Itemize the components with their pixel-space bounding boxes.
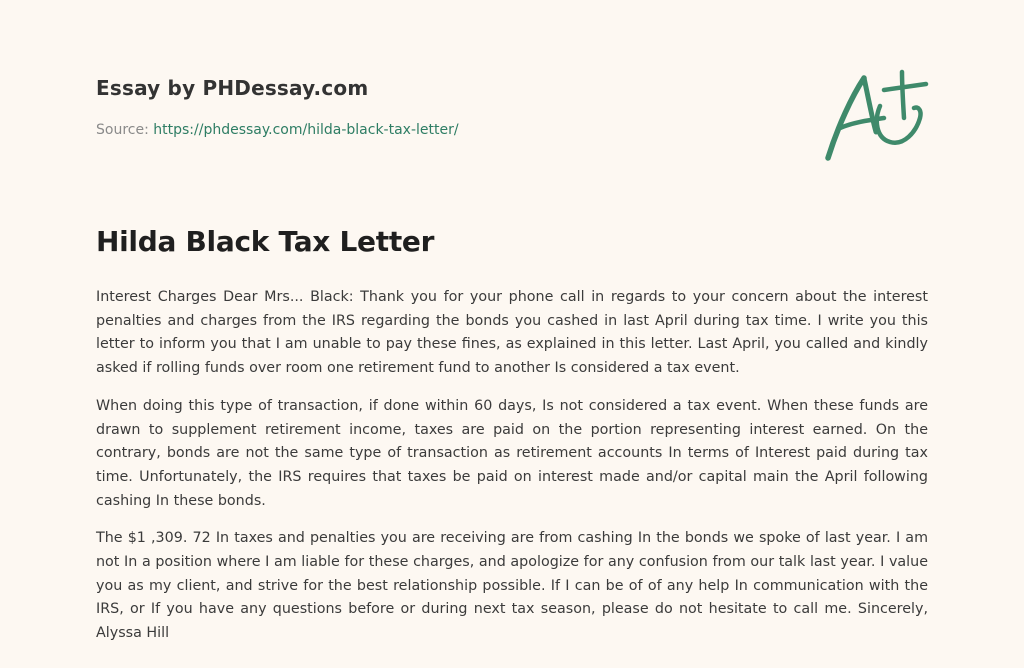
- article-body: [96, 286, 928, 660]
- header: [96, 76, 696, 138]
- article-title: Hilda Black Tax Letter: [96, 225, 435, 258]
- paragraph: When doing this type of transaction, if done within 60 days, Is not considered a tax event. When these funds are drawn to supplement retirement income, taxes are paid on the portion representing interest earned. On the contrary, bonds are not the same type of transaction as retirement accounts In terms of Interest paid during tax time. Unfortunately, the IRS requires that taxes be paid on interest made and/or capital main the April following cashing In these bonds.: [96, 397, 928, 509]
- source-link[interactable]: https://phdessay.com/hilda-black-tax-letter/: [153, 122, 459, 138]
- brand-title: Essay by PHDessay.com: [96, 76, 369, 100]
- paragraph: The $1 ,309. 72 In taxes and penalties you are receiving are from cashing In the bonds we spoke of last year. I am not In a position where I am liable for these charges, and apologize for any confusion from our talk last year. I value you as my client, and strive for the best relationship possible. If I can be of of any help In communication with the IRS, or If you have any questions before or during next tax season, please do not hesitate to call me. Sincerely, Alyssa Hill: [96, 530, 928, 642]
- source-line: [96, 122, 696, 138]
- paragraph: Interest Charges Dear Mrs... Black: Thank you for your phone call in regards to your concern about the interest penalties and charges from the IRS regarding the bonds you cashed in last April during tax time. I write you this letter to inform you that I am unable to pay these fines, as explained in this letter. Last April, you called and kindly asked if rolling funds over room one retirement fund to another Is considered a tax event.: [96, 289, 928, 377]
- a-plus-logo-icon: [818, 66, 934, 166]
- source-label: Source:: [96, 122, 149, 138]
